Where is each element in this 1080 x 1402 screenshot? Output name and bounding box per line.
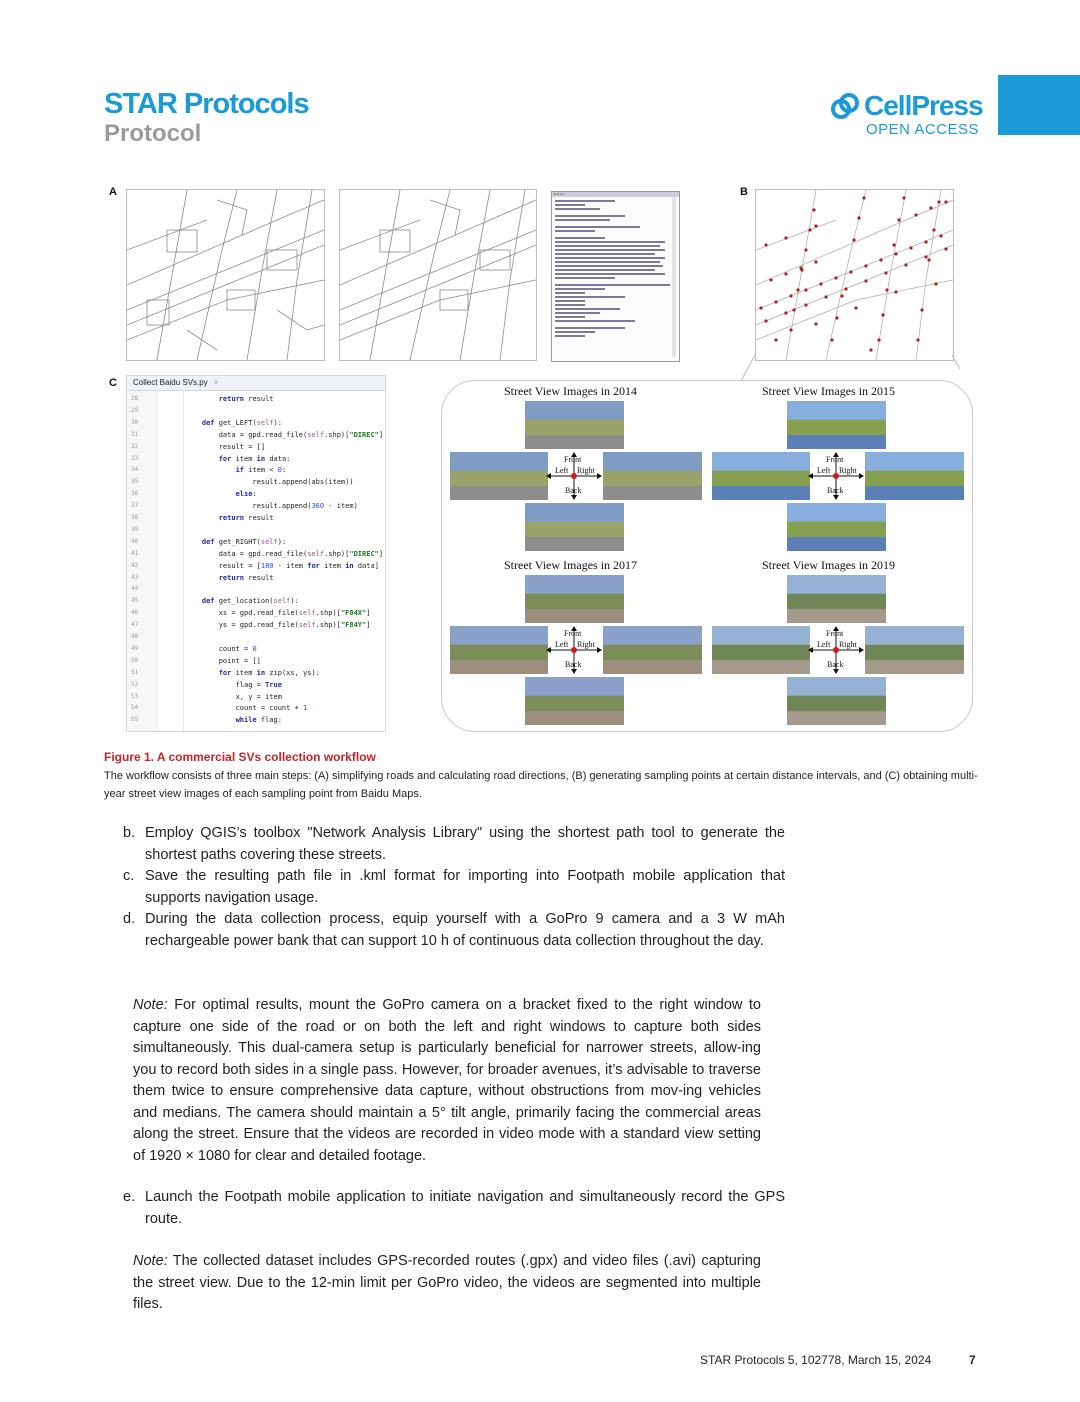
panel-label-c: C <box>109 377 117 389</box>
code-line <box>127 512 385 524</box>
line-number: 47 <box>131 621 139 629</box>
code-line <box>127 548 385 560</box>
journal-title: STAR Protocols <box>104 88 309 120</box>
sample-points <box>759 196 947 351</box>
editor-code-lines <box>552 197 677 357</box>
line-number: 49 <box>131 644 139 652</box>
sampling-points-map <box>755 189 954 361</box>
code-line <box>127 393 385 405</box>
code-line <box>127 488 385 500</box>
direction-label-front: Front <box>826 629 844 638</box>
step-text: Launch the Footpath mobile application to initiate navigation and simultaneously record the GPS route. <box>145 1189 785 1227</box>
line-number: 29 <box>131 406 139 414</box>
code-line <box>127 631 385 643</box>
ide-code-view <box>126 375 386 732</box>
street-view-year-title: Street View Images in 2019 <box>762 558 896 572</box>
direction-label-right: Right <box>577 466 595 475</box>
direction-label-right: Right <box>839 466 857 475</box>
editor-titlebar: Editor <box>552 192 679 197</box>
code-line <box>127 607 385 619</box>
code-text: def get_location(self): <box>201 597 299 606</box>
line-number: 45 <box>131 597 139 605</box>
figure-caption-title: Figure 1. A commercial SVs collection workflow <box>104 750 376 764</box>
code-text: result.append(abs(item)) <box>185 478 354 487</box>
code-line <box>127 453 385 465</box>
street-view-group <box>442 381 704 555</box>
code-line <box>127 429 385 441</box>
code-text: while flag: <box>235 716 282 725</box>
code-text: data = gpd.read_file(self.shp)["DIREC"] <box>185 430 384 439</box>
cellpress-icon <box>830 92 860 122</box>
road-network-map <box>126 189 325 361</box>
note-text: The collected dataset includes GPS-recorded routes (.gpx) and video files (.avi) capturing the street view. Due to the 12-min limit per GoPro video, the videos are segmented into multiple files. <box>133 1253 761 1312</box>
code-line <box>127 464 385 476</box>
street-view-year-title: Street View Images in 2014 <box>504 384 638 398</box>
step-c <box>123 866 785 909</box>
note-dataset <box>133 1251 761 1316</box>
code-line <box>127 619 385 631</box>
line-number: 31 <box>131 430 139 438</box>
code-text: xs = gpd.read_file(self.shp)["F84X"] <box>185 609 371 618</box>
line-number: 28 <box>131 395 139 402</box>
step-e <box>123 1187 785 1230</box>
figure-caption-text: The workflow consists of three main steps: (A) simplifying roads and calculating road directions, (B) generating sampling points at certain distance intervals, and (C) obtaining multi-year street view images of each sampling point from Baidu Maps. <box>104 770 978 800</box>
direction-arrows <box>704 381 966 555</box>
footer-citation: STAR Protocols 5, 102778, March 15, 2024 <box>700 1353 932 1367</box>
line-number: 36 <box>131 490 139 498</box>
code-line <box>127 536 385 548</box>
street-view-group <box>704 381 966 555</box>
direction-label-right: Right <box>839 640 857 649</box>
step-b <box>123 823 785 866</box>
code-text: flag = True <box>185 680 282 689</box>
step-letter: c. <box>123 868 135 884</box>
code-line <box>127 441 385 453</box>
line-number: 55 <box>131 716 139 724</box>
code-line <box>127 667 385 679</box>
code-line <box>127 405 385 417</box>
code-text: return result <box>218 514 274 522</box>
direction-arrows <box>442 381 704 555</box>
script-editor-window <box>551 191 680 362</box>
step-letter: b. <box>123 825 136 841</box>
code-text: return result <box>218 395 274 403</box>
line-number: 38 <box>131 514 139 521</box>
code-line <box>127 560 385 572</box>
line-number: 44 <box>131 585 139 593</box>
line-number: 35 <box>131 478 139 486</box>
line-number: 50 <box>131 656 139 664</box>
direction-label-left: Left <box>817 640 831 649</box>
code-text: if item < 0: <box>235 466 287 475</box>
code-line <box>127 524 385 536</box>
step-letter: d. <box>123 911 136 927</box>
line-number: 32 <box>131 442 139 450</box>
step-text: During the data collection process, equip yourself with a GoPro 9 camera and a 3 W mAh rechargeable power bank that can support 10 h of continuous data collection throughout the day. <box>145 911 785 949</box>
code-text: result.append(360 - item) <box>185 502 358 511</box>
direction-label-back: Back <box>827 486 844 495</box>
line-number: 52 <box>131 680 139 688</box>
street-view-panel <box>441 380 973 732</box>
code-text: data = gpd.read_file(self.shp)["DIREC"] <box>185 549 384 558</box>
step-d <box>123 909 785 952</box>
direction-label-back: Back <box>565 660 582 669</box>
corner-accent <box>998 75 1080 135</box>
direction-arrows <box>704 555 966 729</box>
step-text: Employ QGIS’s toolbox "Network Analysis Library" using the shortest path tool to generate the shortest paths covering these streets. <box>145 825 785 863</box>
line-number: 48 <box>131 633 139 640</box>
direction-label-right: Right <box>577 640 595 649</box>
line-number: 54 <box>131 704 139 712</box>
direction-label-left: Left <box>555 640 569 649</box>
direction-label-left: Left <box>555 466 569 475</box>
line-number: 46 <box>131 609 139 617</box>
street-view-group <box>442 555 704 729</box>
file-tab-label: Collect Baidu SVs.py <box>133 378 208 387</box>
line-number: 30 <box>131 418 139 426</box>
code-line <box>127 691 385 703</box>
code-text: point = [] <box>185 656 261 665</box>
code-text: def get_RIGHT(self): <box>201 537 287 546</box>
publisher-name: CellPress <box>864 90 983 121</box>
note-label: Note: <box>133 997 168 1013</box>
line-number: 41 <box>131 549 139 557</box>
close-icon[interactable]: × <box>213 378 219 387</box>
direction-arrows <box>442 555 704 729</box>
code-line <box>127 500 385 512</box>
code-line <box>127 679 385 691</box>
direction-label-front: Front <box>826 455 844 464</box>
simplified-road-map <box>339 189 537 361</box>
line-number: 42 <box>131 561 139 569</box>
note-camera-setup <box>133 995 761 1167</box>
code-text: count = count + 1 <box>185 704 308 713</box>
code-text: return result <box>218 573 274 582</box>
code-line <box>127 417 385 429</box>
direction-label-front: Front <box>564 629 582 638</box>
panel-label-b: B <box>740 186 748 198</box>
street-view-group <box>704 555 966 729</box>
article-type: Protocol <box>104 120 202 147</box>
street-view-year-title: Street View Images in 2017 <box>504 558 638 572</box>
line-number: 51 <box>131 668 139 676</box>
open-access-label: OPEN ACCESS <box>866 121 980 138</box>
code-text: for item in zip(xs, ys): <box>218 668 320 677</box>
line-number: 37 <box>131 502 139 510</box>
code-text: count = 0 <box>185 644 257 653</box>
line-number: 40 <box>131 537 139 545</box>
step-text: Save the resulting path file in .kml format for importing into Footpath mobile application that supports navigation usage. <box>145 868 785 906</box>
line-number: 39 <box>131 525 139 533</box>
code-text: else: <box>235 490 257 499</box>
code-line <box>127 595 385 607</box>
direction-label-front: Front <box>564 455 582 464</box>
line-number: 33 <box>131 454 139 462</box>
direction-label-left: Left <box>817 466 831 475</box>
code-line <box>127 702 385 714</box>
line-number: 53 <box>131 692 139 700</box>
ide-file-tab[interactable] <box>127 376 385 391</box>
panel-label-a: A <box>109 186 117 198</box>
code-text: ys = gpd.read_file(self.shp)["F84Y"] <box>185 621 371 630</box>
code-text: for item in data: <box>218 454 291 463</box>
code-line <box>127 583 385 595</box>
code-line <box>127 655 385 667</box>
note-label: Note: <box>133 1253 168 1269</box>
note-text: For optimal results, mount the GoPro camera on a bracket fixed to the right window to capture one side of the road or on both the left and right windows to capture both sides simultaneously. This dual-camera setup is particularly beneficial for narrower streets, allow-ing you to record both sides in a single pass. However, for broader avenues, it’s advisable to traverse them twice to ensure comprehensive data capture, without obstructions from mov-ing vehicles and medians. The camera should maintain a 5° tilt angle, primarily facing the commercial areas along the street. Ensure that the videos are recorded in video mode with a standard view setting of 1920 × 1080 for clear and detailed footage. <box>133 997 761 1164</box>
code-line <box>127 714 385 726</box>
street-view-year-title: Street View Images in 2015 <box>762 384 896 398</box>
code-line <box>127 572 385 584</box>
code-text: def get_LEFT(self): <box>201 418 282 427</box>
code-text: x, y = item <box>185 692 282 701</box>
code-line <box>127 476 385 488</box>
code-text: result = [] <box>185 442 266 451</box>
step-letter: e. <box>123 1189 136 1205</box>
line-number: 34 <box>131 466 139 474</box>
code-line <box>127 643 385 655</box>
line-number: 43 <box>131 573 139 581</box>
page-number: 7 <box>969 1353 976 1367</box>
direction-label-back: Back <box>827 660 844 669</box>
code-text: result = [180 - item for item in data] <box>185 561 379 570</box>
direction-label-back: Back <box>565 486 582 495</box>
